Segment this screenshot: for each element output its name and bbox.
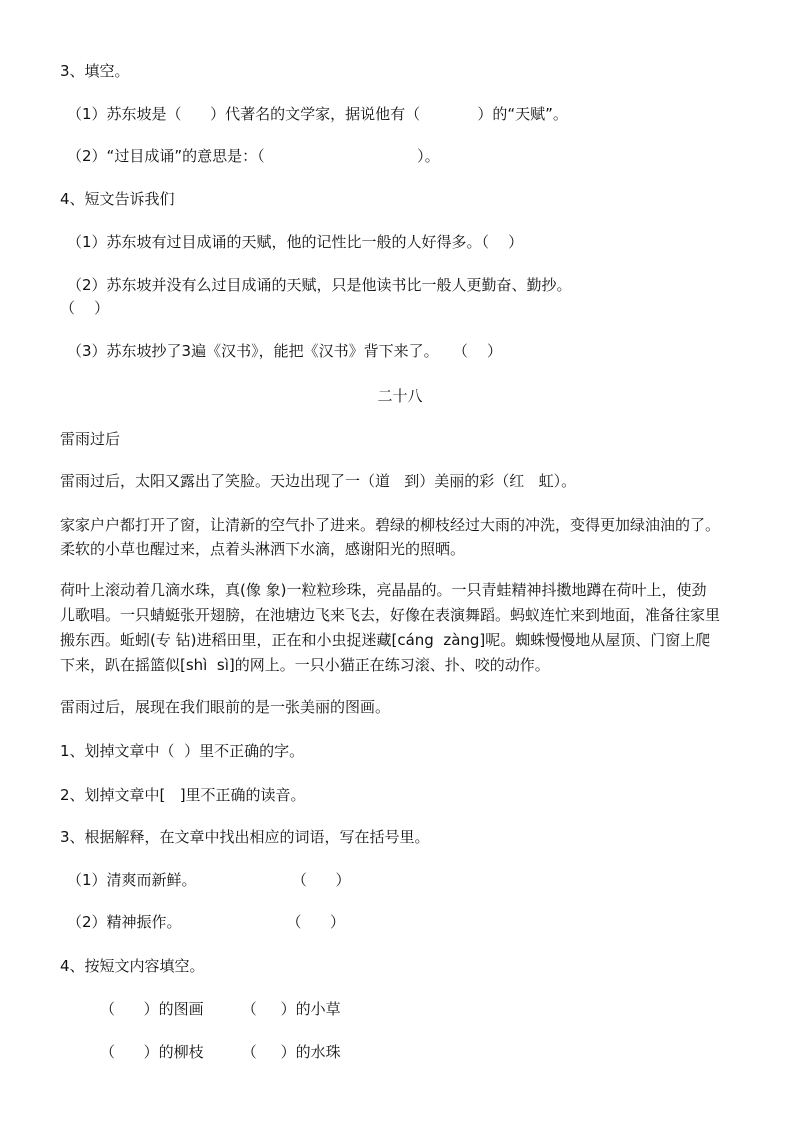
exercise-3-item-2: （2）精神振作。 （ ）	[67, 913, 346, 931]
exercise-1: 1、划掉文章中（ ）里不正确的字。	[60, 742, 305, 760]
passage-paragraph-2-line-1: 家家户户都打开了窗，让清新的空气扑了进来。碧绿的柳枝经过大雨的冲洗，变得更加绿油油的了。	[60, 516, 721, 534]
passage-title: 雷雨过后	[60, 430, 121, 448]
passage-paragraph-3-line-4: 下来，趴在摇篮似[shì sì]的网上。一只小猫正在练习滚、扑、咬的动作。	[60, 656, 550, 674]
question-4-item-3: （3）苏东坡抄了3遍《汉书》，能把《汉书》背下来了。 （ ）	[67, 342, 502, 360]
exercise-3-item-1: （1）清爽而新鲜。 （ ）	[67, 871, 351, 889]
passage-paragraph-4: 雷雨过后，展现在我们眼前的是一张美丽的图画。	[60, 698, 391, 716]
question-3-item-2: （2）“过目成诵”的意思是：（ ）。	[67, 147, 440, 165]
question-4-heading: 4、短文告诉我们	[60, 190, 175, 208]
exercise-3: 3、根据解释，在文章中找出相应的词语，写在括号里。	[60, 828, 430, 846]
exercise-4-row-2: （ ）的柳枝 （ ）的水珠	[100, 1043, 341, 1061]
section-number: 二十八	[377, 387, 423, 405]
question-4-item-1: （1）苏东坡有过目成诵的天赋，他的记性比一般的人好得多。（ ）	[67, 233, 524, 251]
passage-paragraph-1: 雷雨过后，太阳又露出了笑脸。天边出现了一（道 到）美丽的彩（红 虹）。	[60, 472, 577, 490]
question-4-item-2-line-1: （2）苏东坡并没有么过目成诵的天赋，只是他读书比一般人更勤奋、勤抄。	[67, 276, 572, 294]
exercise-4-row-1: （ ）的图画 （ ）的小草	[100, 1000, 341, 1018]
passage-paragraph-3-line-1: 荷叶上滚动着几滴水珠，真(像 象)一粒粒珍珠，亮晶晶的。一只青蛙精神抖擞地蹲在荷叶上，使劲	[60, 581, 707, 599]
passage-paragraph-2-line-2: 柔软的小草也醒过来，点着头淋洒下水滴，感谢阳光的照晒。	[60, 540, 466, 558]
passage-paragraph-3-line-2: 儿歌唱。一只蜻蜓张开翅膀，在池塘边飞来飞去，好像在表演舞蹈。蚂蚁连忙来到地面，准备往家里	[60, 606, 721, 624]
question-3-heading: 3、填空。	[60, 62, 130, 80]
exercise-2: 2、划掉文章中[ ]里不正确的读音。	[60, 786, 306, 804]
question-3-item-1: （1）苏东坡是（ ）代著名的文学家，据说他有（ ）的“天赋”。	[67, 105, 568, 123]
question-4-item-2-line-2: （ ）	[60, 299, 110, 317]
exercise-4: 4、按短文内容填空。	[60, 957, 205, 975]
passage-paragraph-3-line-3: 搬东西。蚯蚓(专 钻)进稻田里，正在和小虫捉迷藏[cáng zàng]呢。蜘蛛慢慢地从屋顶、门窗上爬	[60, 631, 711, 649]
